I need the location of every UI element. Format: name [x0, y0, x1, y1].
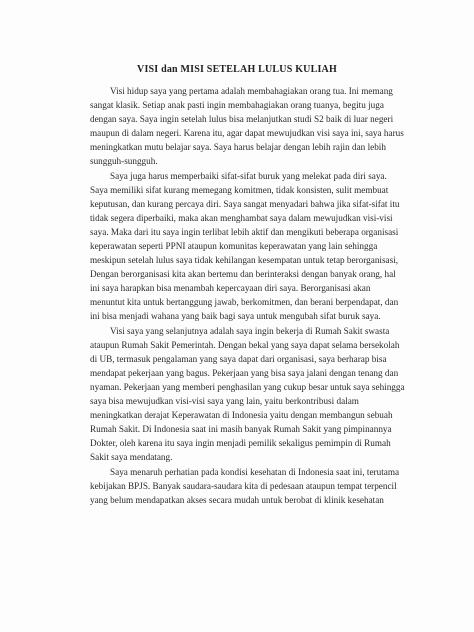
text-line: maupun di dalam negeri. Karena itu, agar dapat mewujudkan visi saya ini, saya harus — [90, 128, 404, 139]
text-line: sangat klasik. Setiap anak pasti ingin membahagiakan orang tuanya, begitu juga — [90, 100, 384, 111]
text-line: menuntut kita untuk bertanggung jawab, berkomitmen, dan berani berpendapat, dan — [90, 297, 399, 308]
text-line: meskipun setelah lulus saya tidak kehilangan kesempatan untuk tetap berorganisasi, — [90, 255, 399, 266]
text-line: Rumah Sakit. Di Indonesia saat ini masih banyak Rumah Sakit yang pimpinannya — [90, 424, 392, 435]
paragraph — [90, 324, 450, 464]
text-line: Visi saya yang selanjutnya adalah saya ingin bekerja di Rumah Sakit swasta — [110, 325, 390, 336]
text-line: di UB, termasuk pengalaman yang saya dapat dari organisasi, saya berharap bisa — [90, 354, 387, 365]
text-line: nyaman. Pekerjaan yang memberi penghasilan yang cukup besar untuk saya sehingga — [90, 382, 405, 393]
text-line: Visi hidup saya yang pertama adalah membahagiakan orang tua. Ini memang — [110, 86, 393, 96]
text-line: saya. Maka dari itu saya ingin terlibat lebih aktif dan mengikuti beberapa organisasi — [90, 227, 399, 238]
text-line: mendapat pekerjaan yang bagus. Pekerjaan yang bisa saya jalani dengan tenang dan — [90, 368, 399, 379]
text-line: keperawatan seperti PPNI ataupun komunitas keperawatan yang lain sehingga — [90, 241, 378, 252]
text-line: Saya memiliki sifat kurang memegang komitmen, tidak konsisten, sulit membuat — [90, 184, 389, 195]
text-line: keputusan, dan kurang percaya diri. Saya sangat menyadari bahwa jika sifat-sifat itu — [90, 198, 400, 209]
text-line: ataupun Rumah Sakit Pemerintah. Dengan bekal yang saya dapat selama bersekolah — [90, 340, 400, 351]
document-title: VISI dan MISI SETELAH LULUS KULIAH — [137, 64, 337, 75]
text-line: ini saya harapkan bisa menambah kepercayaan diri saya. Berorganisasi akan — [90, 283, 371, 294]
paragraph — [90, 169, 450, 324]
paragraph — [90, 84, 450, 168]
text-line: kebijakan BPJS. Banyak saudara-saudara kita di pedesaan ataupun tempat terpencil — [90, 481, 397, 492]
text-line: dengan saya. Saya ingin setelah lulus bisa melanjutkan studi S2 baik di luar negeri — [90, 114, 394, 125]
paragraph — [90, 465, 450, 507]
text-line: tidak segera diperbaiki, maka akan menghambat saya dalam mewujudkan visi-visi — [90, 213, 393, 224]
text-line: Dengan berorganisasi kita akan bertemu dan berinteraksi dengan banyak orang, hal — [90, 269, 396, 280]
text-line: yang belum mendapatkan akses secara mudah untuk berobat di klinik kesehatan — [90, 495, 384, 506]
text-line: Dokter, oleh karena itu saya ingin menjadi pemilik sekaligus pemimpin di Rumah — [90, 438, 391, 449]
document-body — [90, 84, 450, 507]
text-line: ini bisa menjadi wahana yang baik bagi saya untuk mengubah sifat buruk saya. — [90, 311, 381, 322]
text-line: Saya juga harus memperbaiki sifat-sifat buruk yang melekat pada diri saya. — [110, 170, 387, 181]
text-line: meningkatkan mutu belajar saya. Saya harus belajar dengan lebih rajin dan lebih — [90, 142, 386, 153]
text-line: Saya menaruh perhatian pada kondisi kesehatan di Indonesia saat ini, terutama — [110, 467, 400, 478]
text-line: saya bisa mewujudkan visi-visi saya yang lain, yaitu berkontribusi dalam — [90, 396, 359, 407]
text-line: sungguh-sungguh. — [90, 156, 158, 167]
text-line: Sakit saya mendatang. — [90, 452, 173, 463]
text-line: meningkatkan derajat Keperawatan di Indonesia yaitu dengan membangun sebuah — [90, 410, 393, 421]
